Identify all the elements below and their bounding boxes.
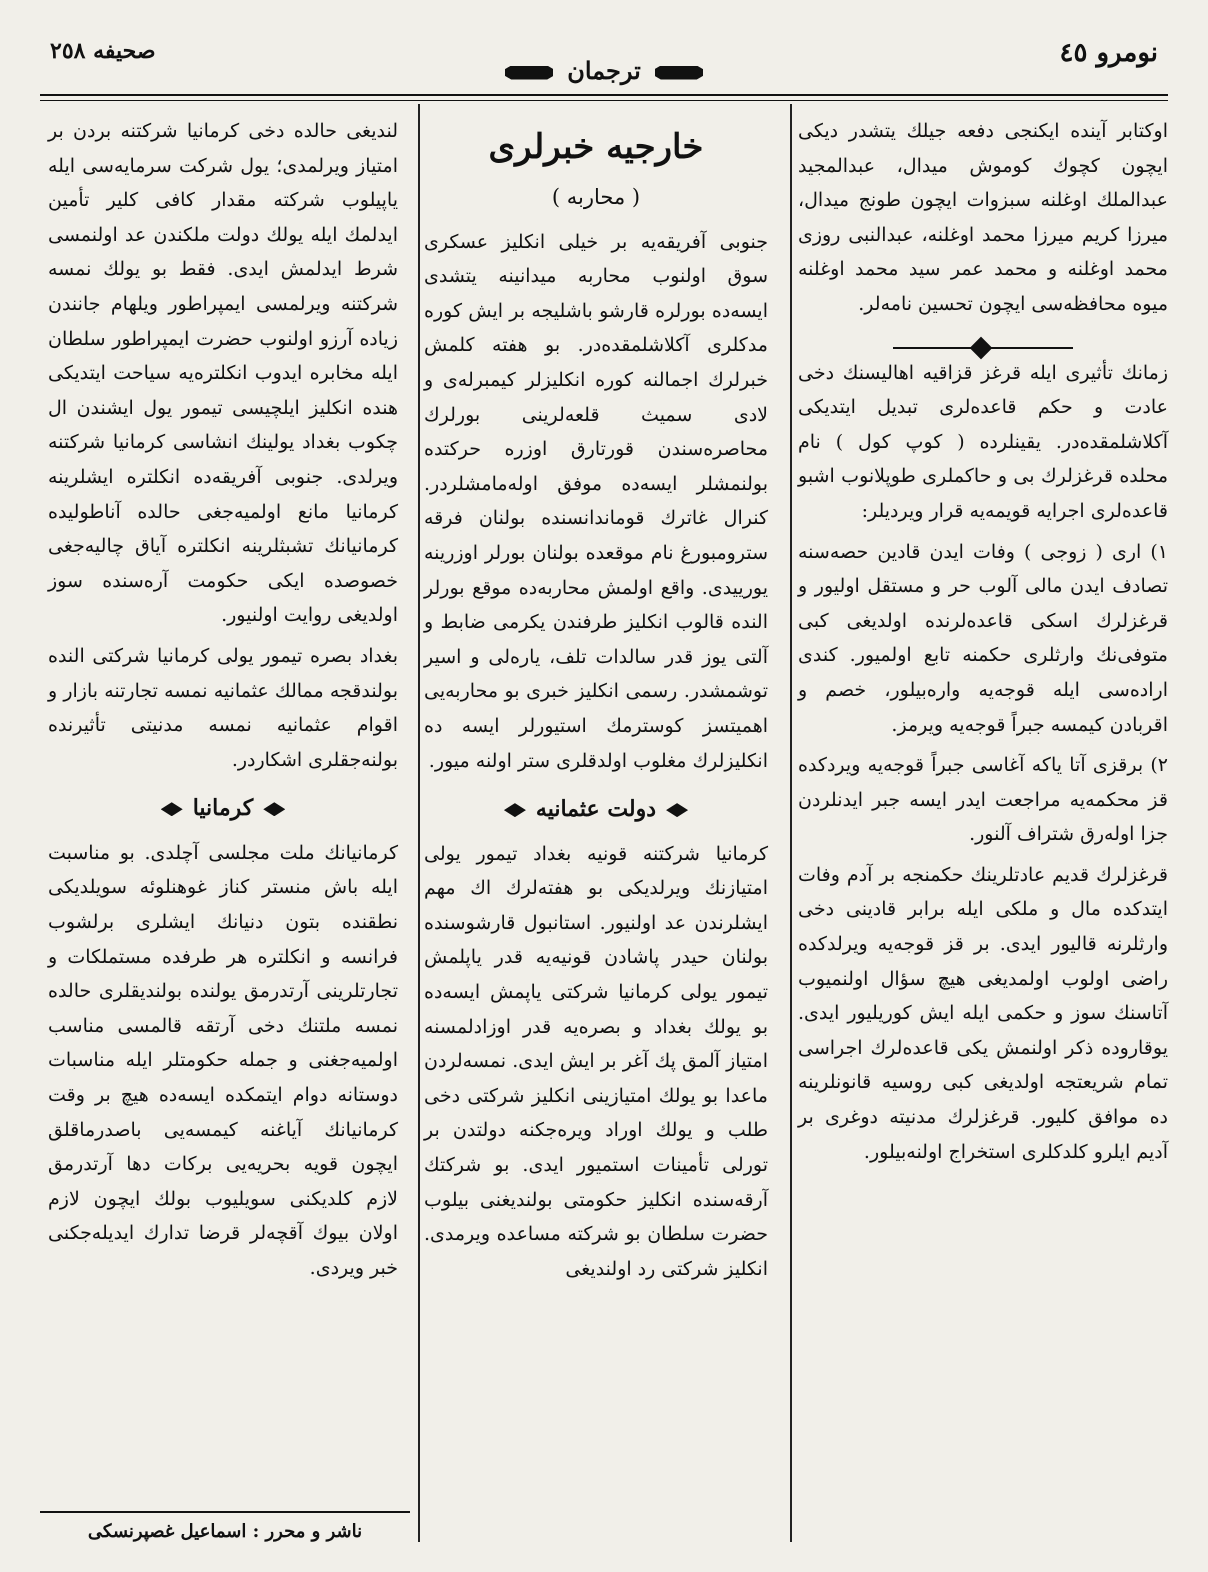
paragraph: جنوبى آفريقه‌يه بر خيلى انكليز عسكرى سوق اولنوب محاربه ميدانينه يتشدى ايسه‌ده بورلره قارشو باشليجه بر ايش كوره مدكلرى آكلاشلمقده‌در. بو هفته كلمش خبرلرك اجمالنه كوره انكليزلر كيمبرله‌ى و لادى سميث قلعه‌لرينى بورلرك محاصره‌سندن قورتارق اوزره حركتده بولنمشلر ايسه‌ده موفق اوله‌مامشلردر. كنرال غاترك قوماندانسنده بولنان فرقه سترومبورغ نام موقعده بولنان بورلر اوزرينه يورييدى. واقع اولمش محاربه‌ده موقع بورلر النده قالوب انكليز طرفندن يكرمى ضابط و آلتى يوز قدر سالدات تلف، ياره‌لى و اسير توشمشدر. رسمى انكليز خبرى بو محاربه‌يى اهميتسز كوسترمك استيورلر ايسه ده انكليزلرك مغلوب اولدقلرى ستر اولنه ميور. xyxy=(424,230,768,772)
subsection-title: ( محاربه ) xyxy=(551,185,641,209)
section-heading: خارجيه خبرلرى xyxy=(488,127,704,167)
publisher-footer: ناشر و محرر : اسماعيل غصپرنسكى xyxy=(40,1511,410,1542)
column-middle xyxy=(414,104,778,1502)
page-header xyxy=(40,30,1168,90)
paragraph: كرمانيانك ملت مجلسى آچلدى. بو مناسبت ايله باش منستر كناز غوهنلوئه سويلديكى نطقنده بتون دنيانك ايشلرى برلشوب فرانسه و انكلتره هر طرفده مستملكات و تجارتلرينى آرتدرمق يولنده بولنديقلرى حالده نمسه ملتنك دخى آرتقه قالمسى مناسب اولميه‌جغنى و جمله حكومتلر ايله مناسبات دوستانه دوام ايتمكده ايسه‌ده هيچ بر وقت كرمانيانك آياغنه كيمسه‌يى باصدرماقلق ايچون قويه بحريه‌يى بركات دها آرتدرمق لازم كلديكنى سويليوب بولك ايچون لازم اولان بيوك آقچه‌لر قرضا تدارك ايديله‌جكنى خبر ويردى. xyxy=(48,841,398,1279)
section-title xyxy=(48,791,398,826)
newspaper-title xyxy=(40,56,1168,85)
ornament-icon xyxy=(263,802,285,816)
issue-number: نومرو ٤٥ xyxy=(1059,38,1158,68)
paragraph: اوكتابر آينده ايكنجى دفعه جيلك يتشدر ديكى ايچون كچوك كوموش ميدال، عبدالمجيد عبدالملك اوغلنه سبزوات ايچون طونج ميدال، ميرزا كريم ميرزا محمد اوغلنه، عبدالنبى روزى محمد اوغلنه و محمد عمر سيد محمد اوغلنه ميوه محافظه‌سى ايچون تحسين نامه‌لر. xyxy=(798,120,1168,315)
divider-ornament xyxy=(798,330,1168,346)
paragraph: ١) ارى ( زوجى ) وفات ايدن قادين حصه‌سنه تصادف ايدن مالى آلوب حر و مستقل اوليور و قرغزلرك اسكى قاعده‌لرنده اولديغى كبى متوفى‌نك وارثلرى حكمنه تابع اولميور. كندى اراده‌سى ايله قوجه‌يه واره‌بيلور، خصم و اقربادن كيمسه جبراً قوجه‌يه ويرمز. xyxy=(798,540,1168,736)
section-title xyxy=(424,792,768,827)
newspaper-title-text: ترجمان xyxy=(567,56,641,85)
paragraph: كرمانيا شركتنه قونيه بغداد تيمور يولى امتيازنك ويرلديكى بو هفته‌لرك اك مهم ايشلرندن عد اولنيور. استانبول قارشوسنده بولنان حيدر پاشادن قونيه‌يه قدر ياپلمش تيمور يولى كرمانيا شركتى ياپمش ايسه‌ده بو يولك بغداد و بصره‌يه قدر اوزادلمسنه امتياز آلمق پك آغر بر ايش ايدى. نمسه‌لردن ماعدا بو يولك امتيازينى انكليز شركتى دخى طلب و يولك اوراد ويره‌جكنه دولتدن بر تورلى تأمينات استميور ايدى. بو شركتك آرقه‌سنده انكليز حكومتى بولنديغنى بيلوب حضرت سلطان بو شركته مساعده ويرمدى. انكليز شركتى رد اولنديغى xyxy=(424,842,768,1280)
ornament-icon xyxy=(161,802,183,816)
ornament-icon xyxy=(504,803,526,817)
paragraph: قرغزلرك قديم عادتلرينك حكمنجه بر آدم وفات ايتدكده مال و ملكى ايله برابر قادينى دخى وارثلرنه قاليور ايدى. بر قز قوجه‌يه ويرلدكده راضى اولوب اولمديغى هيچ سؤال اولنميوب آتاسنك سوز و حكمى ايله ايش كوريليور ايدى. يوقاروده ذكر اولنمش يكى قاعده‌لرك اجراسى تمام شريعتجه اولديغى كبى روسيه قانونلرينه ده موافق كليور. قرغزلرك مدنيته دوغرى بر آديم ايلرو كلدكلرى استخراج اولنه‌بيلور. xyxy=(798,863,1168,1163)
paragraph: ٢) برقزى آتا ياكه آغاسى جبراً قوجه‌يه ويردكده قز محكمه‌يه مراجعت ايدر ايسه جبر ايدنلردن جزا اوله‌رق شتراف آلنور. xyxy=(798,754,1168,846)
ornament-icon xyxy=(649,66,709,80)
paragraph: بغداد بصره تيمور يولى كرمانيا شركتى النده بولندقجه ممالك عثمانيه نمسه تجارتنه بازار و اقوام عثمانيه نمسه مدنيتى تأثيرنده بولنه‌جقلرى اشكاردر. xyxy=(48,644,398,771)
section-title-text: كرمانيا xyxy=(192,795,254,822)
header-rule xyxy=(40,94,1168,101)
page-number: صحيفه ٢٥٨ xyxy=(50,38,156,64)
column-left xyxy=(38,104,408,1502)
diamond-ornament-icon xyxy=(893,347,1073,349)
paragraph: لنديغى حالده دخى كرمانيا شركتنه بردن بر امتياز ويرلمدى؛ يول شركت سرمايه‌سى ايله ياپيلوب شركته مقدار كافى كلير تأمين ايدلمك ايله يولك دولت ملكندن عد اولنمسى شرط ايدلمش ايدى. فقط بو يولك نمسه شركتنه ويرلمسى ايمپراطور ويلهام جانندن زياده آرزو اولنوب حضرت ايمپراطور سلطان ايله مخابره ايدوب انكلتره‌يه سياحت ايتديكى هنده انكليز ايلچيسى تيمور يول ايشندن ال چكوب بغداد يولينك انشاسى كرمانيا شركتنه ويرلدى. جنوبى آفريقه‌ده انكلتره ايشلرينه كرمانيا مانع اولميه‌جغى حالده آناطوليده كرمانيانك تشبثلرينه انكلتره آياق چاليه‌جغى خصوصده ايكى حكومت آره‌سنده سوز اولديغى روايت اولنيور. xyxy=(48,120,398,627)
ornament-icon xyxy=(499,66,559,80)
section-title-text: دولت عثمانيه xyxy=(535,796,657,823)
column-right xyxy=(788,104,1178,1502)
paragraph: زمانك تأثيرى ايله قرغز قزاقيه اهاليسنك دخى عادت و حكم قاعده‌لرى تبديل ايتديكى آكلاشلمقده‌در. يقينلرده ( كوپ كول ) نام محلده قرغزلرك بى و حاكملرى طوپلانوب اشبو قاعده‌لرى اجرايه قويمه‌يه قرار ويرديلر: xyxy=(798,361,1168,522)
ornament-icon xyxy=(666,803,688,817)
